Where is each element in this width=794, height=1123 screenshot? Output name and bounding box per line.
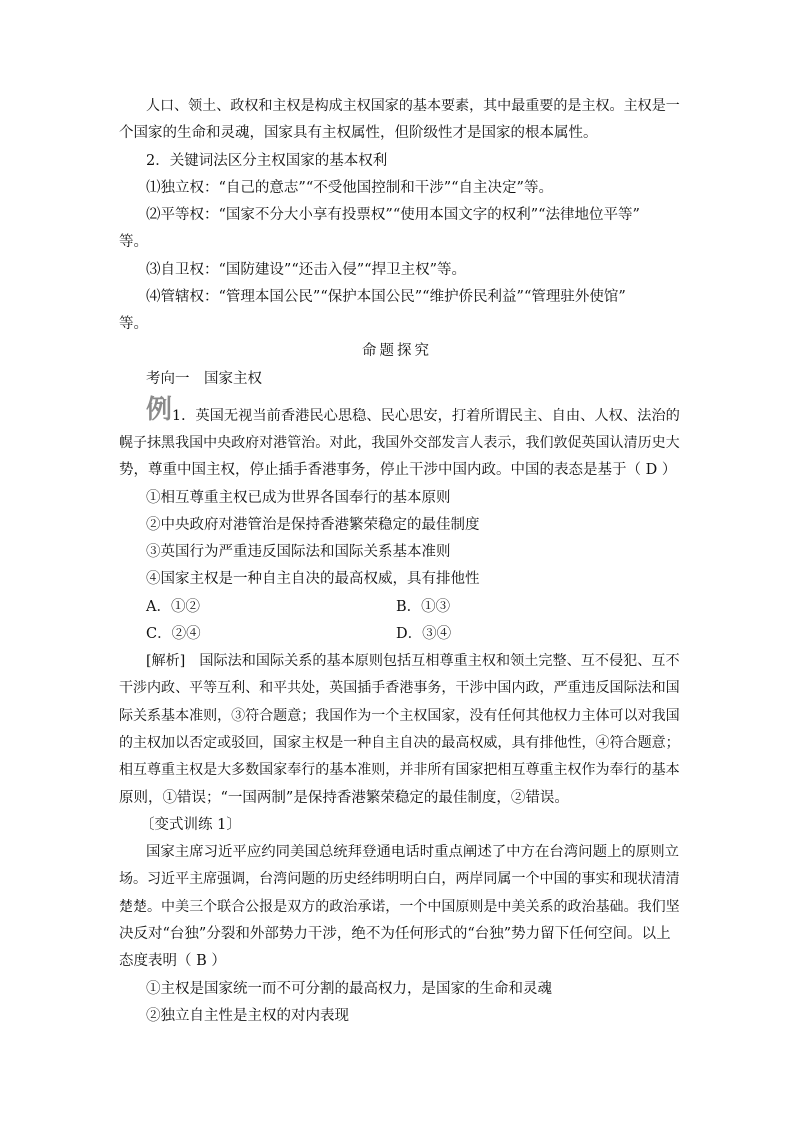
direction-label: 考向一 国家主权: [146, 371, 262, 387]
intro-line-2: 个国家的生命和灵魂，国家具有主权属性，但阶级性才是国家的根本属性。: [119, 125, 598, 141]
analysis-line: 相互尊重主权是大多数国家奉行的基本准则，并非所有国家把相互尊重主权作为奉行的基本: [119, 762, 680, 778]
statement: ④国家主权是一种自主自决的最高权威，具有排他性: [146, 571, 480, 587]
question-line: 幌子抹黑我国中央政府对港管治。对此，我国外交部发言人表示，我们敦促英国认清历史大: [119, 435, 680, 451]
analysis-line: 的主权加以否定或驳回，国家主权是一种自主自决的最高权威，具有排他性，④符合题意；: [119, 735, 680, 751]
list-item: ⑵平等权：“国家不分大小享有投票权”“使用本国文字的权利”“法律地位平等”: [146, 207, 640, 223]
list-item: ⑴独立权：“自己的意志”“不受他国控制和干涉”“自主决定”等。: [146, 180, 553, 196]
question-line: 1．英国无视当前香港民心思稳、民心思安，打着所谓民主、自由、人权、法治的: [172, 408, 680, 424]
statement: ③英国行为严重违反国际法和国际关系基本准则: [146, 544, 451, 560]
analysis-line: 干涉内政、平等互利、和平共处，英国插手香港事务，干涉中国内政，严重违反国际法和国: [119, 680, 680, 696]
variant-line: 场。习近平主席强调，台湾问题的历史经纬明明白白，两岸同属一个中国的事实和现状清清: [119, 871, 680, 887]
example-mark: 例: [146, 395, 173, 425]
list-item: ⑷管辖权：“管理本国公民”“保护本国公民”“维护侨民利益”“管理驻外使馆”: [146, 289, 626, 305]
list-item: ⑶自卫权：“国防建设”“还击入侵”“捍卫主权”等。: [146, 262, 466, 278]
list-item-continuation: 等。: [119, 234, 148, 250]
section-title: 命题探究: [362, 343, 432, 359]
option-d: D．③④: [396, 626, 452, 642]
variant-label: 〔变式训练 1〕: [140, 817, 241, 833]
variant-line: 楚楚。中美三个联合公报是双方的政治承诺，一个中国原则是中美关系的政治基础。我们坚: [119, 899, 680, 915]
variant-line: 态度表明（ B ）: [119, 953, 226, 969]
statement: ①主权是国家统一而不可分割的最高权力，是国家的生命和灵魂: [146, 981, 552, 997]
option-c: C．②④: [146, 626, 201, 642]
list-item-continuation: 等。: [119, 316, 148, 332]
intro-line-1: 人口、领土、政权和主权是构成主权国家的基本要素，其中最重要的是主权。主权是一: [146, 98, 680, 114]
question-line: 势，尊重中国主权，停止插手香港事务，停止干涉中国内政。中国的表态是基于（ D ）: [119, 462, 677, 478]
statement: ②独立自主性是主权的对内表现: [146, 1008, 349, 1024]
analysis-line: [解析] 国际法和国际关系的基本原则包括互相尊重主权和领土完整、互不侵犯、互不: [146, 653, 680, 669]
option-b: B．①③: [396, 599, 451, 615]
analysis-line: 际关系基本准则，③符合题意；我国作为一个主权国家，没有任何其他权力主体可以对我国: [119, 708, 680, 724]
variant-line: 决反对“台独”分裂和外部势力干涉，绝不为任何形式的“台独”势力留下任何空间。以上: [119, 926, 671, 942]
analysis-line: 原则，①错误；“一国两制”是保持香港繁荣稳定的最佳制度，②错误。: [119, 790, 569, 806]
statement: ②中央政府对港管治是保持香港繁荣稳定的最佳制度: [146, 517, 480, 533]
statement: ①相互尊重主权已成为世界各国奉行的基本原则: [146, 490, 451, 506]
variant-line: 国家主席习近平应约同美国总统拜登通电话时重点阐述了中方在台湾问题上的原则立: [146, 844, 680, 860]
option-a: A．①②: [146, 599, 200, 615]
section-heading: 2．关键词法区分主权国家的基本权利: [146, 153, 388, 169]
